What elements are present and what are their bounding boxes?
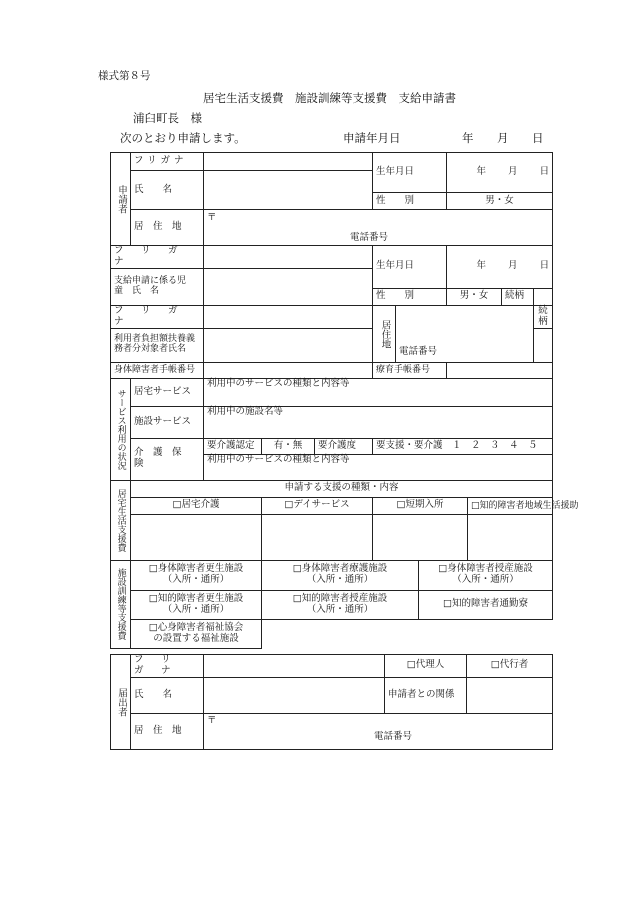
option-physical-workshop-facility[interactable] [419, 560, 553, 590]
home-service-field[interactable] [204, 378, 553, 406]
home-service-label: 居宅サービス [131, 378, 204, 406]
apply-date-day: 日 [532, 131, 544, 145]
child-birth-day: 日 [539, 260, 550, 272]
short-stay-detail[interactable] [373, 514, 468, 560]
child-sex-options[interactable]: 男・女 [447, 288, 502, 305]
option-intellectual-rehab-facility[interactable] [131, 590, 262, 619]
physical-rehab-name: □身体障害者更生施設 [148, 563, 244, 575]
community-living-detail[interactable] [468, 514, 553, 560]
home-care-detail[interactable] [131, 514, 262, 560]
intellectual-commuter-name: □知的障害者通勤寮 [443, 598, 529, 610]
physical-workshop-sub: （入所・通所） [452, 574, 519, 586]
applicant-section-label: 申請者 [111, 153, 131, 246]
notifier-name-label: 氏 名 [131, 677, 204, 713]
option-intellectual-commuter-dorm[interactable] [419, 590, 553, 619]
applicant-furigana-field[interactable] [204, 153, 373, 171]
disability-handbook-label: 身体障害者手帳番号 [111, 362, 204, 378]
notifier-furigana-field[interactable] [204, 655, 385, 678]
child-furigana-field[interactable] [204, 246, 373, 269]
home-support-header: 申請する支援の種類・内容 [131, 480, 553, 497]
apply-date-year: 年 [462, 131, 474, 145]
child-birth-month: 月 [508, 260, 518, 272]
applicant-name-field[interactable] [204, 171, 373, 210]
physical-nursing-sub: （入所・通所） [306, 574, 374, 586]
applicant-birth-label: 生年月日 [373, 153, 447, 193]
option-physical-rehab-facility[interactable] [131, 560, 262, 590]
care-service-desc: 利用中のサービスの種類と内容等 [207, 453, 350, 465]
care-level-options[interactable]: 要支援・要介護 １ ２ ３ ４ ５ [373, 438, 553, 454]
applicant-sex-options[interactable]: 男・女 [447, 193, 553, 210]
applicant-sex-label: 性 別 [373, 193, 447, 210]
care-service-field[interactable] [204, 454, 553, 480]
facility-support-blank [262, 619, 553, 648]
apply-date-label: 申請年月日 [343, 131, 401, 145]
notifier-agent-option[interactable]: □代行者 [467, 655, 553, 678]
notifier-section-label: 届出者 [111, 655, 131, 750]
child-name-label: 支給申請に係る児 童 氏 名 [111, 268, 204, 305]
home-service-desc: 利用中のサービスの種類と内容等 [207, 377, 350, 389]
child-birth-year: 年 [476, 260, 486, 272]
facility-service-label: 施設サービス [131, 406, 204, 438]
obligor-furigana-field[interactable] [204, 305, 373, 328]
notifier-table [110, 654, 553, 750]
intellectual-rehab-sub: （入所・通所） [162, 603, 230, 615]
welfare-association-name: □心身障害者福祉協会 [148, 621, 244, 633]
physical-rehab-sub: （入所・通所） [162, 574, 230, 586]
care-cert-options[interactable]: 有・無 [262, 438, 315, 454]
applicant-postal-mark: 〒 [207, 211, 217, 223]
notifier-relation-field[interactable] [467, 677, 553, 713]
rehab-handbook-label: 療育手帳番号 [373, 362, 447, 378]
physical-nursing-name: □身体障害者療護施設 [292, 563, 388, 575]
addressee: 浦臼町長 様 [133, 111, 202, 125]
option-intellectual-workshop-facility[interactable] [262, 590, 419, 619]
day-service-detail[interactable] [262, 514, 373, 560]
option-community-living[interactable]: □知的障害者地域生活援助 [468, 497, 553, 514]
service-section-label: サービス利用の状況 [111, 378, 131, 480]
obligor-address-label: 居住地 [373, 305, 396, 362]
care-insurance-label: 介 護 保 険 [131, 438, 204, 480]
applicant-birth-year: 年 [476, 166, 486, 178]
facility-service-desc: 利用中の施設名等 [207, 405, 284, 417]
obligor-phone-label: 電話番号 [399, 345, 438, 357]
form-number: 様式第８号 [98, 70, 151, 82]
applicant-birth-field[interactable] [447, 153, 553, 193]
facility-support-section-label: 施設訓練等支援費 [111, 560, 131, 648]
notifier-relation-label: 申請者との関係 [385, 677, 467, 713]
child-name-field[interactable] [204, 268, 373, 305]
obligor-furigana-label: フ リ ガ ナ [111, 305, 204, 328]
physical-workshop-name: □身体障害者授産施設 [438, 563, 533, 575]
child-furigana-label: フ リ ガ ナ [111, 246, 204, 269]
form-title: 居宅生活支援費 施設訓練等支援費 支給申請書 [203, 91, 456, 105]
applicant-birth-month: 月 [508, 166, 518, 178]
child-relation-label: 続柄 [502, 288, 534, 305]
applicant-phone-label: 電話番号 [350, 231, 389, 243]
intellectual-workshop-sub: （入所・通所） [306, 603, 374, 615]
notifier-postal-mark: 〒 [207, 715, 217, 727]
option-welfare-association-facility[interactable] [131, 619, 262, 648]
notifier-address-label: 居 住 地 [131, 713, 204, 749]
applicant-birth-day: 日 [539, 166, 550, 178]
obligor-address-field[interactable] [396, 305, 534, 362]
applicant-furigana-label: フリガナ [131, 153, 204, 171]
intellectual-rehab-name: □知的障害者更生施設 [148, 592, 244, 604]
intro-text: 次のとおり申請します。 [120, 131, 246, 145]
option-physical-nursing-facility[interactable] [262, 560, 419, 590]
applicant-address-label: 居 住 地 [131, 210, 204, 246]
child-birth-field[interactable] [447, 246, 553, 289]
facility-service-field[interactable] [204, 406, 553, 438]
child-birth-label: 生年月日 [373, 246, 447, 289]
notifier-furigana-label: フ リ ガ ナ [131, 655, 204, 678]
option-short-stay[interactable]: □短期入所 [373, 497, 468, 514]
applicant-name-label: 氏 名 [131, 171, 204, 210]
notifier-name-field[interactable] [204, 677, 385, 713]
disability-handbook-field[interactable] [204, 362, 373, 378]
obligor-name-label: 利用者負担額扶養義務者分対象者氏名 [111, 328, 204, 362]
obligor-name-field[interactable] [204, 328, 373, 362]
rehab-handbook-field[interactable] [447, 362, 553, 378]
care-cert-label: 要介護認定 [204, 438, 262, 454]
obligor-relation-label: 続柄 [534, 305, 553, 328]
option-day-service[interactable]: □デイサービス [262, 497, 373, 514]
option-home-care[interactable]: □居宅介護 [131, 497, 262, 514]
notifier-proxy-option[interactable]: □代理人 [385, 655, 467, 678]
applicant-address-field[interactable] [204, 210, 553, 246]
apply-date-month: 月 [497, 131, 509, 145]
care-level-label: 要介護度 [315, 438, 373, 454]
child-sex-label: 性 別 [373, 288, 447, 305]
obligor-relation-field[interactable] [534, 328, 553, 362]
application-form-table [110, 152, 579, 649]
notifier-address-field[interactable] [204, 713, 553, 749]
welfare-association-sub: の設置する福祉施設 [153, 632, 239, 644]
child-relation-field[interactable] [534, 288, 553, 305]
notifier-phone-label: 電話番号 [374, 731, 413, 743]
intellectual-workshop-name: □知的障害者授産施設 [292, 592, 388, 604]
home-support-section-label: 居宅生活支援費 [111, 480, 131, 560]
